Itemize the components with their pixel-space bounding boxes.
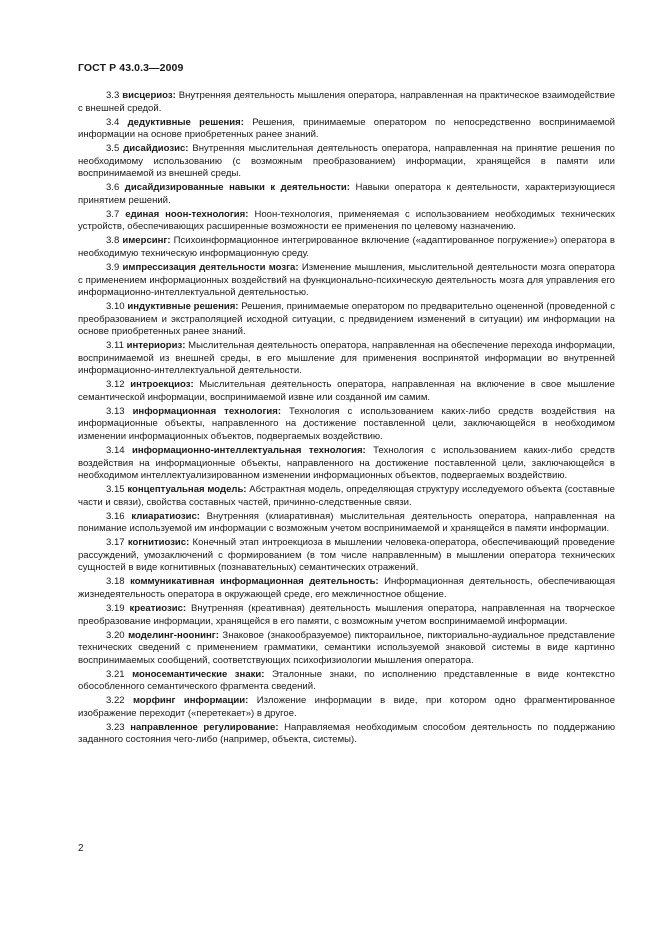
term-entry-3-8 (78, 235, 615, 260)
entry-number: 3.11 (106, 340, 124, 352)
entry-definition: Психоинформационное интегрированное включение («адаптированное погружение») оператора в необходимую техническую информационную среду. (78, 235, 615, 259)
entry-number: 3.12 (106, 379, 125, 391)
entry-term: креатиозис: (129, 603, 187, 614)
entry-number: 3.15 (106, 484, 125, 496)
entry-term: моносемантические знаки: (132, 668, 265, 680)
term-entry-3-11 (78, 340, 615, 378)
term-entry-3-3 (78, 90, 615, 115)
term-entry-3-5 (78, 143, 615, 181)
entry-definition: Внутренняя мыслительная деятельность оператора, направленная на принятие решения по необходимому использованию (с возможным преобразованием) информации, хранящейся в памяти или воспринимаемой из внешней среды. (78, 143, 615, 180)
entry-number: 3.7 (106, 208, 120, 220)
entry-term: информационная технология: (132, 405, 282, 417)
entry-definition: Решения, принимаемые оператором по непосредственно воспринимаемой информации на основе приобретенных ранее знаний. (78, 116, 616, 141)
term-entry-3-12 (78, 379, 615, 404)
entry-definition: Ноон-технология, применяемая с использованием необходимых технических устройств, обеспечивающих расширенные возможности ее применения по целевому назначению. (78, 208, 615, 233)
document-header: ГОСТ Р 43.0.3—2009 (78, 62, 184, 74)
entry-term: когнитиозис: (127, 537, 190, 549)
entry-number: 3.4 (106, 116, 120, 128)
entry-term: дисайдизированные навыки к деятельности: (124, 182, 350, 194)
entry-term: морфинг информации: (132, 695, 249, 707)
entry-number: 3.19 (106, 603, 125, 614)
term-entry-3-4 (78, 117, 615, 142)
entry-term: интроекциоз: (130, 379, 194, 391)
entry-definition: Внутренняя (креативная) деятельность мышления оператора, направленная на творческое преобразование информации, хранящейся в его памяти, с возможным учетом воспринимаемой информации. (78, 603, 615, 627)
entry-number: 3.6 (106, 182, 120, 194)
entry-number: 3.22 (106, 695, 125, 707)
entry-number: 3.16 (106, 510, 125, 522)
term-entry-3-10 (78, 301, 615, 339)
term-entry-3-13 (78, 406, 615, 444)
term-entry-3-7 (78, 209, 615, 234)
entry-definition: Технология с использованием каких-либо средств воздействия на информационные объекты, направленного на достижение поставленной цели, заключающейся в необходимом изменении информационных объектов, подвергаемых воздействию. (78, 405, 615, 442)
term-entry-3-16 (78, 511, 615, 536)
entry-definition: Абстрактная модель, определяющая структуру исследуемого объекта (составные части и связи), свойства составных частей, причинно-следственные связи. (78, 484, 615, 508)
entry-number: 3.10 (106, 301, 125, 313)
term-entry-3-18 (78, 576, 615, 601)
terms-list (78, 90, 615, 748)
entry-definition: Изменение мышления, мыслительной деятельности мозга оператора с применением информационных воздействий на функционально-психическую деятельность мозга для управления его информационно-интеллектуальной деятельностью. (78, 262, 615, 299)
entry-definition: Навыки оператора к деятельности, характеризующиеся принятием решений. (78, 182, 615, 206)
term-entry-3-6 (78, 182, 615, 207)
entry-term: направленное регулирование: (130, 721, 279, 733)
entry-number: 3.3 (106, 90, 120, 101)
term-entry-3-15 (78, 484, 615, 509)
entry-term: моделинг-ноонинг: (128, 629, 219, 641)
entry-term: клиаратиозис: (131, 510, 200, 522)
entry-term: концептуальная модель: (127, 484, 247, 496)
entry-definition: Эталонные знаки, по исполнению представленные в виде контекстно обособленного семантического фрагмента сведений. (78, 668, 615, 693)
term-entry-3-14 (78, 445, 615, 483)
entry-term: висцериоз: (122, 90, 176, 101)
entry-term: коммуникативная информационная деятельность: (130, 576, 379, 588)
entry-number: 3.5 (106, 143, 120, 155)
entry-definition: Конечный этап интроекциоза в мышлении человека-оператора, обеспечивающий проведение рассуждений, умозаключений с формированием (в том числе направленным) в мышлении оператора технических сущностей в виде когнитивных (познавательных) семантических отражений. (78, 537, 615, 574)
entry-number: 3.23 (106, 721, 125, 733)
entry-number: 3.17 (106, 537, 125, 549)
entry-definition: Информационная деятельность, обеспечивающая жизнедеятельность оператора в окружающей среде, его межличностное общение. (78, 576, 616, 600)
entry-definition: Внутренняя деятельность мышления оператора, направленная на практическое взаимодействие с внешней средой. (78, 90, 615, 114)
entry-number: 3.20 (106, 629, 125, 641)
entry-term: импрессизация деятельности мозга: (122, 262, 299, 274)
entry-number: 3.9 (106, 262, 120, 274)
entry-definition: Изложение информации в виде, при котором одно фрагментированное изображение переходит («перетекает») в другое. (78, 695, 616, 719)
term-entry-3-21 (78, 669, 615, 694)
entry-term: дисайдиозис: (123, 143, 189, 155)
entry-number: 3.14 (106, 445, 125, 457)
entry-term: единая ноон-технология: (125, 208, 249, 220)
term-entry-3-17 (78, 537, 615, 575)
entry-definition: Направляемая необходимым способом деятельность по поддержанию заданного состояния чего-либо (например, объекта, системы). (78, 721, 615, 746)
entry-number: 3.18 (106, 576, 125, 588)
entry-definition: Знаковое (знакообразуемое) пиктораильное, пикториально-аудиальное представление технических сведений с применением грамматики, семантики используемой знаковой системы в виде картинно воспринимаемых сообщений, соответствующих психофизиологии мышления оператора. (78, 629, 615, 666)
term-entry-3-19 (78, 603, 615, 628)
term-entry-3-20 (78, 630, 615, 668)
entry-term: дедуктивные решения: (127, 116, 244, 128)
entry-term: информационно-интеллектуальная технология: (131, 445, 366, 457)
term-entry-3-22 (78, 695, 615, 720)
term-entry-3-9 (78, 262, 615, 300)
page-number: 2 (78, 843, 84, 854)
entry-definition: Решения, принимаемые оператором по предварительно оцененной (проведенной с преобразованием и экстраполяцией исходной ситуации, с предвидением изменений в ситуации) им информации на основе приобретенных ранее знаний. (78, 301, 616, 338)
entry-term: интериориз: (126, 340, 186, 352)
entry-number: 3.8 (106, 235, 120, 247)
term-entry-3-23 (78, 722, 615, 747)
entry-definition: Мыслительная деятельность оператора, направленная на включение в свое мышление семантической информации, воспринимаемой извне или созданной им самим. (78, 379, 615, 403)
entry-definition: Мыслительная деятельность оператора, направленная на обеспечение перехода информации, воспринимаемой из внешней среды, в его мышление для применения воспринятой информации во внутренней информационно-интеллектуальной деятельности. (78, 340, 615, 377)
entry-definition: Внутренняя (клиаративная) мыслительная деятельность оператора, направленная на понимание используемой им информации с возможным учетом воспринимаемой и хранящейся в памяти информации. (78, 510, 615, 535)
entry-number: 3.13 (106, 405, 125, 417)
entry-number: 3.21 (106, 668, 125, 680)
entry-definition: Технология с использованием каких-либо средств воздействия на информационные объекты, направленного на достижение поставленной цели, заключающейся в необходимом интеллектуализированном изменении информационных объектов, подвергаемых воздействию. (78, 445, 615, 482)
entry-term: индуктивные решения: (127, 301, 239, 313)
entry-term: имерсинг: (122, 235, 171, 247)
